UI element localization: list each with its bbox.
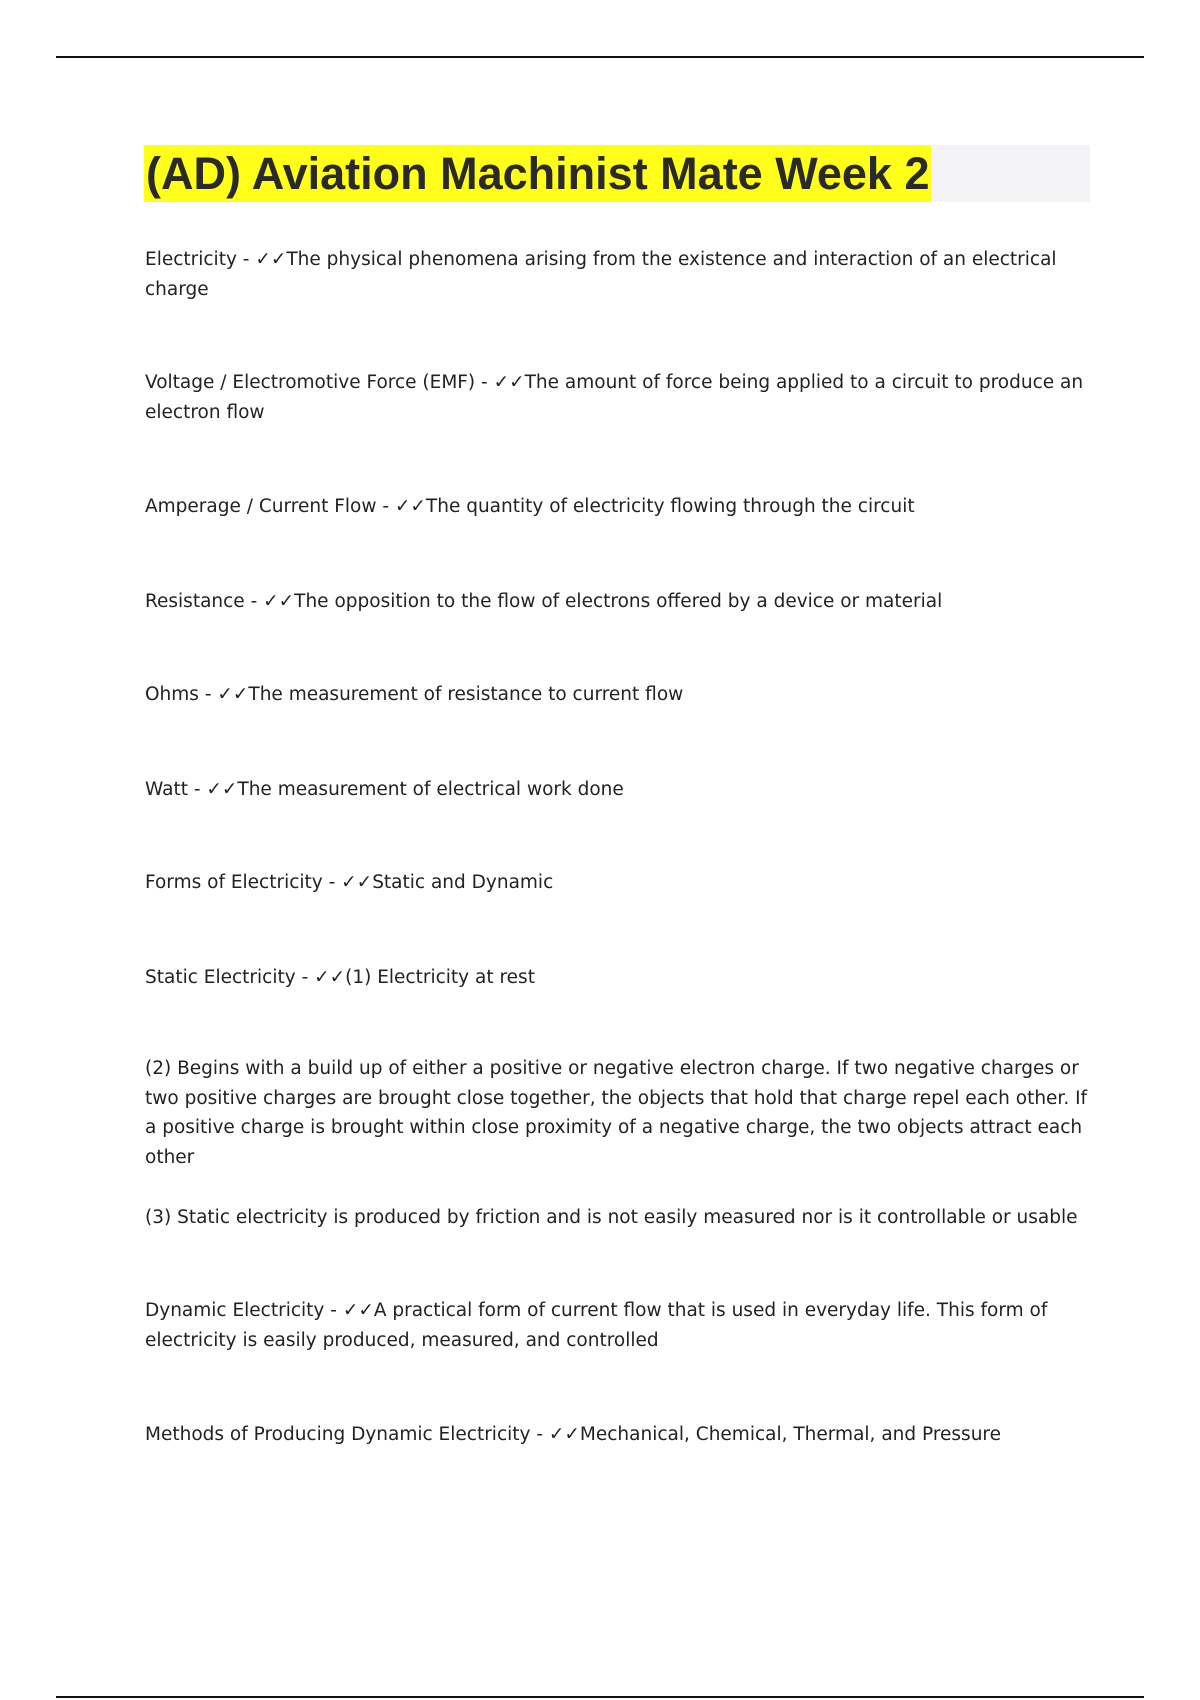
entry-definition: (1) Electricity at rest <box>345 967 535 988</box>
entry-separator: - <box>295 967 315 988</box>
entry-separator: - <box>198 684 218 705</box>
entry-watt <box>145 775 1085 805</box>
top-rule <box>56 56 1144 58</box>
check-icon: ✓✓ <box>255 249 287 270</box>
entry-definition: The amount of force being applied to a circuit to produce an electron flow <box>145 372 1084 423</box>
entry-term: Electricity <box>145 249 237 270</box>
entry-resistance <box>145 587 1085 617</box>
check-icon: ✓✓ <box>394 496 426 517</box>
entry-term: Forms of Electricity <box>145 872 323 893</box>
entry-definition: Mechanical, Chemical, Thermal, and Pressure <box>579 1424 1001 1445</box>
check-icon: ✓✓ <box>548 1424 580 1445</box>
entry-static-electricity <box>145 963 1085 993</box>
entry-separator: - <box>475 372 494 393</box>
entry-definition: The opposition to the flow of electrons offered by a device or material <box>294 591 943 612</box>
entry-term: Methods of Producing Dynamic Electricity <box>145 1424 531 1445</box>
check-icon: ✓✓ <box>341 872 373 893</box>
entry-term: Ohms <box>145 684 199 705</box>
entry-term: Voltage / Electromotive Force (EMF) <box>145 372 476 393</box>
entry-separator: - <box>244 591 264 612</box>
entry-term: Static Electricity <box>145 967 296 988</box>
entry-definition: The physical phenomena arising from the existence and interaction of an electrical charge <box>145 249 1057 300</box>
entry-separator: - <box>530 1424 549 1445</box>
entry-term: Resistance <box>145 591 245 612</box>
bottom-rule <box>56 1696 1144 1698</box>
entry-term: Watt <box>145 779 188 800</box>
check-icon: ✓✓ <box>206 779 238 800</box>
entry-separator: - <box>376 496 395 517</box>
entry-term: Amperage / Current Flow <box>145 496 377 517</box>
entry-voltage <box>145 368 1085 428</box>
entry-methods-dynamic <box>145 1420 1085 1450</box>
entry-dynamic-electricity <box>145 1296 1085 1356</box>
entry-separator: - <box>322 872 342 893</box>
entry-separator: - <box>324 1300 343 1321</box>
check-icon: ✓✓ <box>314 967 346 988</box>
entry-amperage <box>145 492 1085 522</box>
entry-forms-of-electricity <box>145 868 1085 898</box>
static-paragraph-2: (2) Begins with a build up of either a positive or negative electron charge. If two negative charges or two positive charges are brought close together, the objects that hold that charge repel each other. If a positive charge is brought within close proximity of a negative charge, the two objects attract each other <box>145 1058 1088 1168</box>
entry-definition: Static and Dynamic <box>372 872 554 893</box>
entry-definition: The quantity of electricity flowing through the circuit <box>425 496 915 517</box>
check-icon: ✓✓ <box>493 372 525 393</box>
entry-separator: - <box>187 779 207 800</box>
check-icon: ✓✓ <box>217 684 249 705</box>
entry-separator: - <box>236 249 256 270</box>
entry-electricity <box>145 245 1085 305</box>
static-paragraph-3: (3) Static electricity is produced by friction and is not easily measured nor is it controllable or usable <box>145 1207 1078 1228</box>
check-icon: ✓✓ <box>263 591 295 612</box>
check-icon: ✓✓ <box>342 1300 374 1321</box>
entry-definition: The measurement of resistance to current flow <box>248 684 684 705</box>
entry-ohms <box>145 680 1085 710</box>
entry-definition: The measurement of electrical work done <box>237 779 624 800</box>
entry-definition: A practical form of current flow that is used in everyday life. This form of electricity is easily produced, measured, and controlled <box>145 1300 1048 1351</box>
entry-term: Dynamic Electricity <box>145 1300 325 1321</box>
document-title: (AD) Aviation Machinist Mate Week 2 <box>144 145 931 202</box>
